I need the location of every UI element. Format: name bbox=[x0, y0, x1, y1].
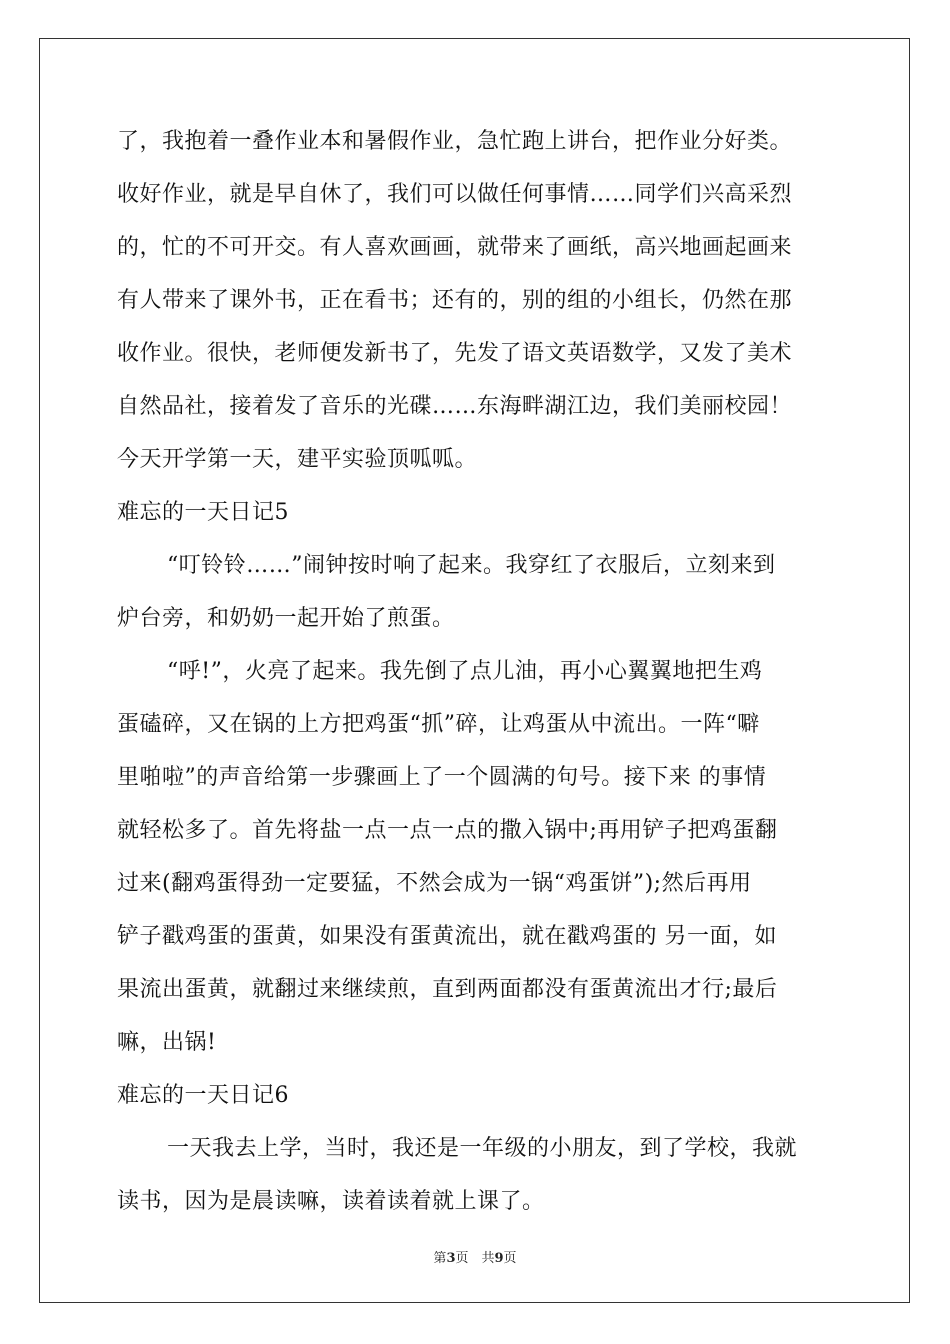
text-line: “叮铃铃……”闹钟按时响了起来。我穿红了衣服后，立刻来到 bbox=[167, 553, 776, 578]
text-line: “呼!”，火亮了起来。我先倒了点儿油，再小心翼翼地把生鸡 bbox=[167, 659, 763, 684]
total-pages-number: 9 bbox=[494, 1251, 504, 1266]
text-line: 里啪啦”的声音给第一步骤画上了一个圆满的句号。接下来 的事情 bbox=[117, 765, 767, 790]
footer-prefix: 第 bbox=[433, 1251, 447, 1266]
text-line: 自然品社，接着发了音乐的光碟……东海畔湖江边，我们美丽校园！ bbox=[117, 394, 793, 419]
footer-suffix: 页 bbox=[503, 1251, 517, 1266]
text-line: 今天开学第一天，建平实验顶呱呱。 bbox=[117, 447, 478, 472]
text-line: 果流出蛋黄，就翻过来继续煎，直到两面都没有蛋黄流出才行;最后 bbox=[117, 977, 778, 1002]
text-line: 收作业。很快，老师便发新书了，先发了语文英语数学，又发了美术 bbox=[117, 341, 793, 366]
text-line: 收好作业，就是早自休了，我们可以做任何事情……同学们兴高采烈 bbox=[117, 182, 793, 207]
text-line: 读书，因为是晨读嘛，读着读着就上课了。 bbox=[117, 1189, 545, 1214]
text-line: 蛋磕碎，又在锅的上方把鸡蛋“抓”碎，让鸡蛋从中流出。一阵“噼 bbox=[117, 712, 760, 737]
page-footer bbox=[0, 1247, 950, 1266]
text-line: 铲子戳鸡蛋的蛋黄，如果没有蛋黄流出，就在戳鸡蛋的 另一面，如 bbox=[117, 924, 777, 949]
text-line: 嘛，出锅! bbox=[117, 1030, 217, 1055]
text-line: 一天我去上学，当时，我还是一年级的小朋友，到了学校，我就 bbox=[167, 1136, 798, 1161]
section-heading: 难忘的一天日记6 bbox=[117, 1083, 289, 1108]
current-page-number: 3 bbox=[446, 1251, 456, 1266]
text-line: 就轻松多了。首先将盐一点一点一点的撒入锅中;再用铲子把鸡蛋翻 bbox=[117, 818, 778, 843]
section-heading: 难忘的一天日记5 bbox=[117, 500, 289, 525]
footer-middle: 页 共 bbox=[455, 1251, 495, 1266]
text-line: 了，我抱着一叠作业本和暑假作业，急忙跑上讲台，把作业分好类。 bbox=[117, 129, 793, 154]
text-line: 有人带来了课外书，正在看书；还有的，别的组的小组长，仍然在那 bbox=[117, 288, 793, 313]
text-line: 炉台旁，和奶奶一起开始了煎蛋。 bbox=[117, 606, 455, 631]
text-line: 过来(翻鸡蛋得劲一定要猛，不然会成为一锅“鸡蛋饼”);然后再用 bbox=[117, 871, 752, 896]
text-line: 的，忙的不可开交。有人喜欢画画，就带来了画纸，高兴地画起画来 bbox=[117, 235, 793, 260]
